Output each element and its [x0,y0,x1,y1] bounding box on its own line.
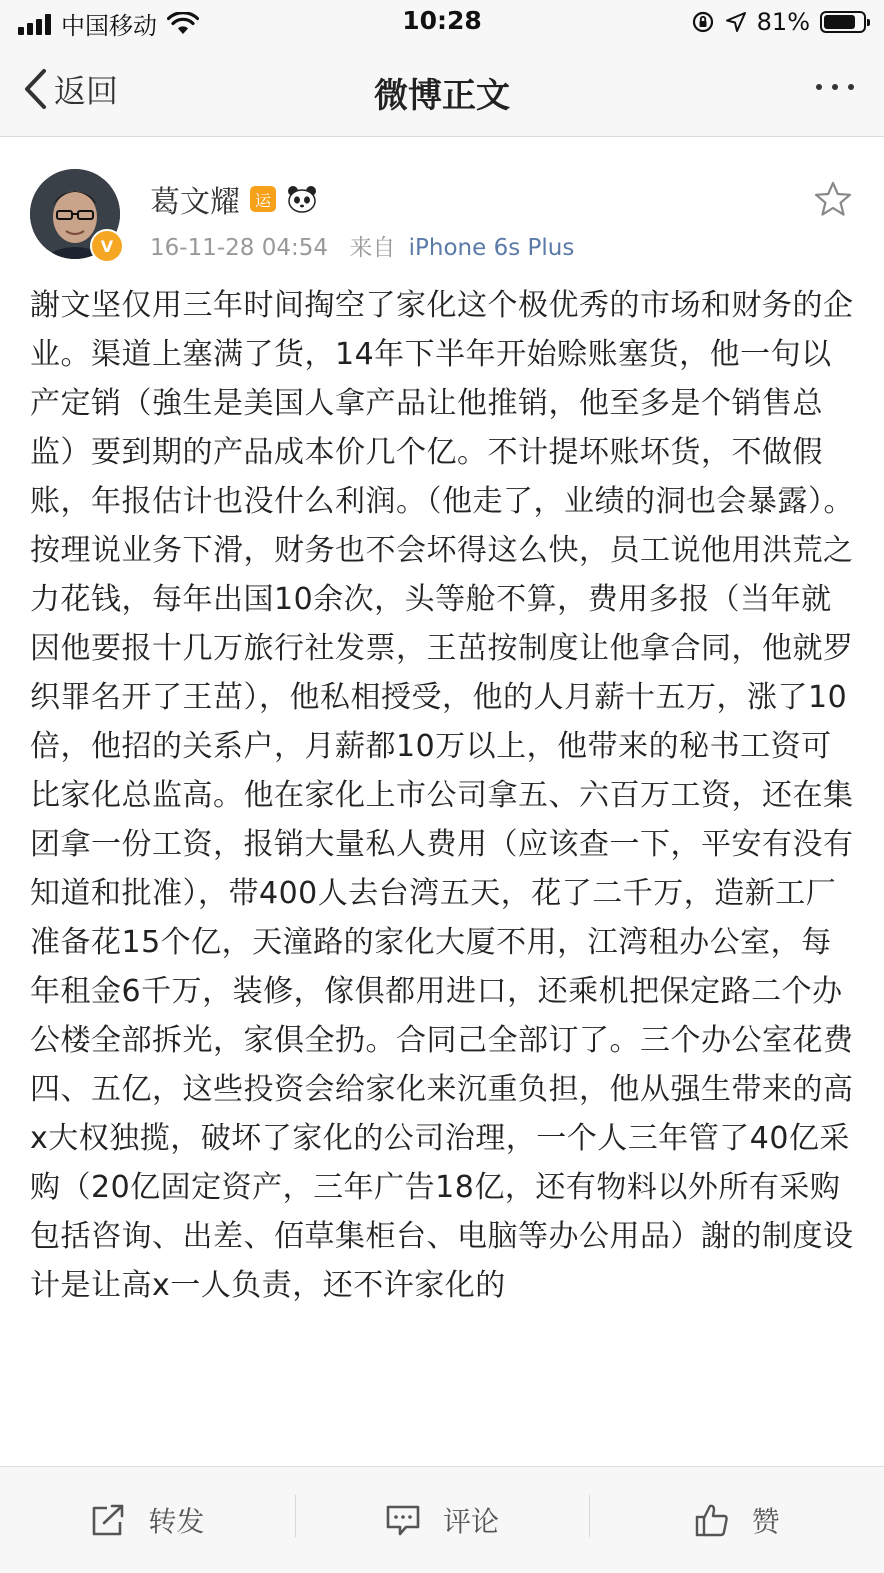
author-name[interactable]: 葛文耀 [150,185,240,220]
status-right [691,8,866,36]
like-button[interactable] [589,1467,884,1573]
page-title: 微博正文 [374,76,510,116]
thumbs-up-icon [694,1502,730,1538]
carrier-label: 中国移动 [61,12,157,40]
orientation-lock-icon [691,10,715,34]
repost-icon [90,1503,126,1537]
repost-button[interactable] [0,1467,295,1573]
panda-icon [286,184,318,214]
author-name-row [150,177,318,221]
battery-level-fill [824,15,855,29]
back-label: 返回 [54,72,119,110]
nav-bar [0,44,884,137]
comment-button[interactable] [295,1467,590,1573]
post-timestamp: 16-11-28 04:54 [150,235,328,261]
location-arrow-icon [725,11,747,33]
source-prefix: 来自 [349,235,396,261]
battery-percent: 81% [756,8,810,36]
more-dots-icon[interactable] [816,84,854,90]
status-time: 10:28 [402,6,482,35]
comment-label: 评论 [443,1505,500,1538]
battery-icon [820,11,866,33]
status-bar [0,0,884,44]
yun-badge-icon: 运 [250,186,276,212]
action-toolbar [0,1466,884,1573]
post-text: 謝文坚仅用三年时间掏空了家化这个极优秀的市场和财务的企业。渠道上塞满了货，14年下半年开始赊账塞货，他一句以产定销（強生是美国人拿产品让他推销，他至多是个销售总监）要到期的产品成本价几个亿。不计提坏账坏货，不做假账，年报估计也没什么利润。（他走了，业绩的洞也会暴露）。按理说业务下滑，财务也不会坏得这么快，员工说他用洪荒之力花钱，每年出国10余次，头等舱不算，费用多报（当年就因他要报十几万旅行社发票，王茁按制度让他拿合同，他就罗织罪名开了王茁），他私相授受，他的人月薪十五万，涨了10倍，他招的关系户，月薪都10万以上，他带来的秘书工资可比家化总监高。他在家化上市公司拿五、六百万工资，还在集团拿一份工资，报销大量私人费用（应该查一下，平安有没有知道和批准），带400人去台湾五天，花了二千万，造新工厂准备花15个亿，天潼路的家化大厦不用，江湾租办公室，每年租金6千万，装修，傢俱都用进口，还乘机把保定路二个办公楼全部拆光，家俱全扔。合同己全部订了。三个办公室花费四、五亿，这些投资会给家化来沉重负担，他从强生带来的高x大权独揽，破坏了家化的公司治理，一个人三年管了40亿采购（20亿固定资产，三年广告18亿，还有物料以外所有采购包括咨询、出差、佰草集柜台、电脑等办公用品）謝的制度设计是让高x一人负责，还不许家化的 [30,288,854,1303]
repost-label: 转发 [148,1505,205,1538]
avatar[interactable] [30,169,120,259]
post-header [0,137,884,277]
verified-badge: V [90,229,124,263]
post-meta [150,229,574,262]
star-icon[interactable] [814,181,852,217]
like-label: 赞 [751,1505,780,1538]
source-device[interactable]: iPhone 6s Plus [408,235,575,261]
comment-icon [385,1503,421,1537]
